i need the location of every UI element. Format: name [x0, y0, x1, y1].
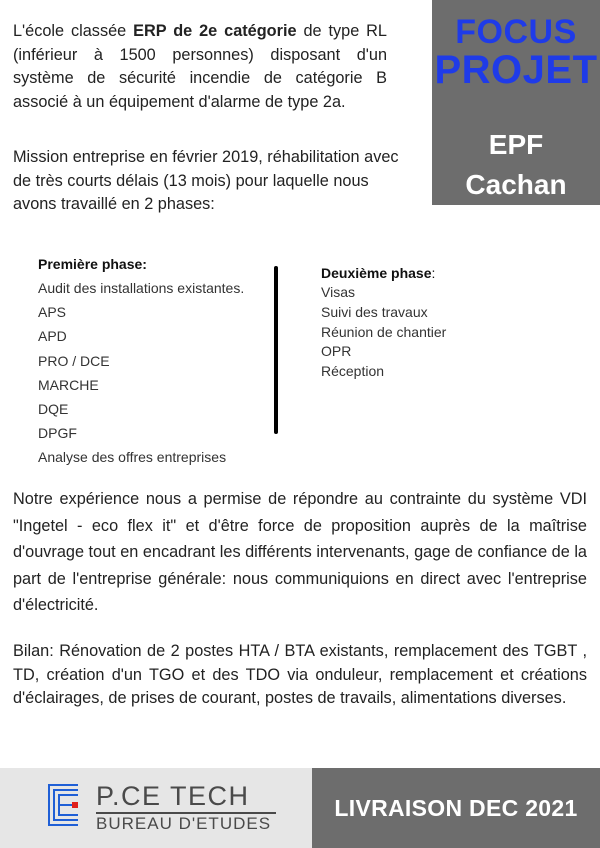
intro-text-start: L'école classée — [13, 22, 134, 40]
pce-tech-logo-icon — [48, 784, 92, 826]
phase-two-item: Visas — [321, 284, 355, 300]
phase-two-item: Suivi des travaux — [321, 303, 428, 320]
experience-paragraph: Notre expérience nous a permise de répondre au contrainte du système VDI "Ingetel - eco flex it" et d'être force de proposition auprès de la maîtrise d'ouvrage tout en encadrant les différents intervenants, gage de confiance de la part de l'entreprise générale: nous communiquions en direct avec l'entreprise d'électricité. — [13, 490, 587, 615]
phase-divider — [274, 266, 278, 434]
summary-paragraph: Bilan: Rénovation de 2 postes HTA / BTA existants, remplacement des TGBT , TD, création d'un TGO et des TDO via onduleur, remplacement et créations d'éclairages, de prises de courant, postes de travails, alimentations diverses. — [13, 642, 587, 707]
project-name — [432, 125, 600, 205]
phase-one-item: APS — [38, 304, 67, 321]
phase-two-heading — [321, 263, 541, 283]
phase-one-item: DPGF — [38, 425, 77, 442]
phase-one-item: PRO / DCE — [38, 352, 110, 369]
mission-text: Mission entreprise en février 2019, réhabilitation avec de très courts délais (13 mois) pour laquelle nous avons travaillé en 2 phases: — [13, 148, 399, 213]
phase-two-heading-text: Deuxième phase — [321, 265, 432, 281]
phase-one-item: Analyse des offres entreprises — [38, 449, 227, 466]
phase-two-heading-colon: : — [431, 265, 436, 281]
focus-title-line1: FOCUS — [455, 13, 577, 51]
delivery-banner: LIVRAISON DEC 2021 — [312, 768, 600, 848]
focus-project-box — [432, 0, 600, 205]
phase-one-item: Audit des installations existantes. — [38, 280, 245, 296]
phase-one-list — [38, 252, 268, 470]
phase-one-item: DQE — [38, 400, 69, 417]
phase-two-list — [321, 263, 541, 382]
focus-title — [432, 14, 600, 90]
company-tagline: BUREAU D'ETUDES — [96, 814, 272, 833]
intro-erp-category: ERP de 2e catégorie — [133, 22, 297, 40]
project-name-line1: EPF — [488, 129, 544, 160]
phase-two-item: OPR — [321, 343, 352, 360]
intro-text — [13, 20, 387, 114]
phase-one-heading: Première phase: — [38, 256, 147, 272]
project-name-line2: Cachan — [465, 169, 567, 200]
company-name: P.CE TECH — [96, 781, 250, 811]
phase-two-item: Réunion de chantier — [321, 323, 447, 340]
phase-one-item: MARCHE — [38, 376, 99, 393]
intro-text-end: de type RL (inférieur à 1500 personnes) disposant d'un système de sécurité incendie de catégorie B associé à un équipement d'alarme de type 2a. — [13, 22, 387, 111]
phase-one-item: APD — [38, 328, 67, 345]
focus-title-line2: PROJET — [434, 48, 598, 92]
phase-two-item: Réception — [321, 363, 385, 380]
